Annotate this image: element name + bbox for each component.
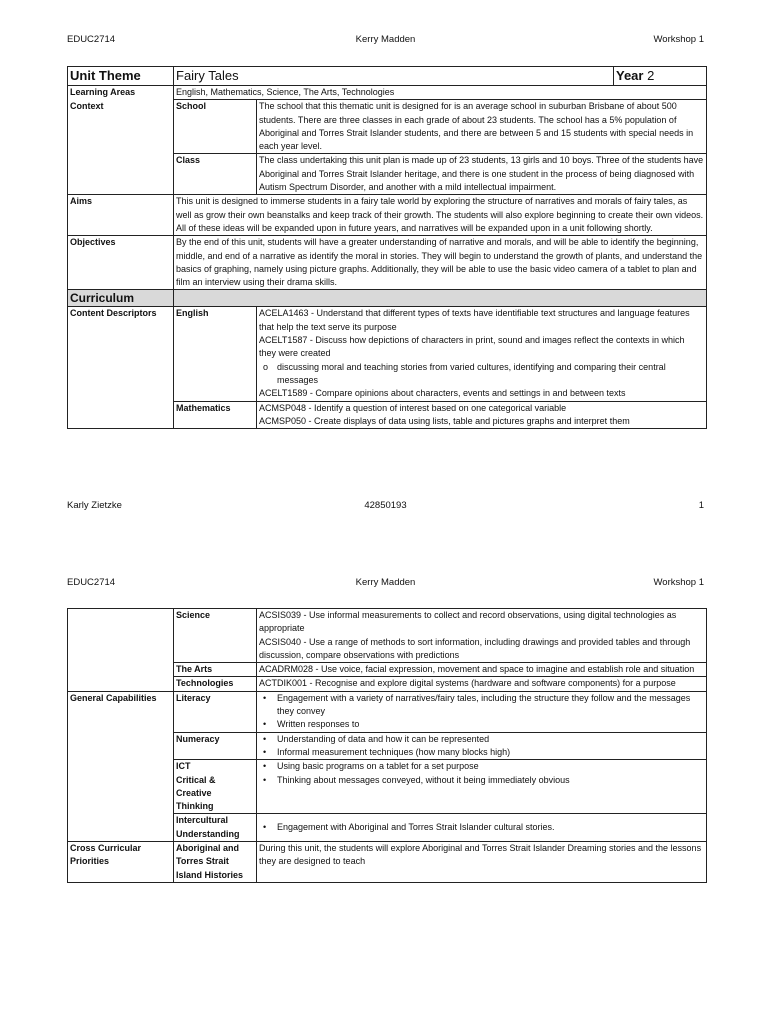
page1-footer	[67, 500, 704, 514]
intercultural-item: • Engagement with Aboriginal and Torres Strait Islander cultural stories.	[259, 821, 704, 834]
header-course-code: EDUC2714	[67, 34, 116, 45]
content-descriptors-spacer	[68, 401, 174, 429]
english-item: ACELT1587 - Discuss how depictions of characters in print, sound and images reflect the contexts in which they were created	[259, 335, 685, 359]
atsi-histories-text: During this unit, the students will explore Aboriginal and Torres Strait Islander Dreaming stories and the lessons they are designed to teach	[257, 842, 707, 883]
blank-cell	[68, 663, 174, 677]
arts-label: The Arts	[174, 663, 257, 677]
year-cell	[614, 67, 707, 86]
atsi-histories-label	[174, 842, 257, 883]
unit-plan-table-page2	[67, 608, 707, 883]
intercultural-list	[257, 814, 707, 842]
numeracy-item: • Understanding of data and how it can be represented	[259, 733, 704, 746]
maths-item: ACMSP050 - Create displays of data using lists, table and pictures graphs and interpret them	[259, 415, 630, 426]
english-label: English	[174, 307, 257, 401]
technologies-label: Technologies	[174, 677, 257, 691]
aims-label: Aims	[68, 195, 174, 236]
header-lecturer: Kerry Madden	[355, 34, 416, 45]
arts-text: ACADRM028 - Use voice, facial expression, movement and space to imagine and establish role and situation	[257, 663, 707, 677]
footer-student-id: 42850193	[364, 500, 407, 511]
page1-header	[67, 34, 704, 48]
science-item: ACSIS040 - Use a range of methods to sort information, including drawings and provided tables and through discussion, compare observations with predictions	[259, 636, 691, 660]
blank-cell	[68, 732, 174, 760]
general-capabilities-label: General Capabilities	[68, 691, 174, 732]
blank-cell	[68, 760, 174, 814]
blank-cell	[68, 814, 174, 842]
critical-thinking-label: Critical &	[176, 774, 216, 785]
curriculum-label: Curriculum	[68, 290, 174, 307]
critical-thinking-item: • Thinking about messages conveyed, without it being immediately obvious	[259, 774, 704, 787]
header-workshop: Workshop 1	[653, 577, 704, 588]
literacy-item: • Written responses to	[259, 718, 704, 731]
atsi-label-line: Torres Strait	[176, 856, 229, 867]
aims-text: This unit is designed to immerse students in a fairy tale world by exploring the structure of narratives and morals of fairy tales, as well as grow their own beanstalks and keep track of their growth. The students will also explore beginning to create their own videos. All of these ideas will be expanded upon in future years, and narratives will be expanded upon in a unit following shortly.	[174, 195, 707, 236]
ccp-label-line: Cross Curricular	[70, 843, 142, 854]
english-item: ACELT1589 - Compare opinions about characters, events and settings in and between texts	[259, 388, 626, 399]
technologies-text: ACTDIK001 - Recognise and explore digital systems (hardware and software components) for a purpose	[257, 677, 707, 691]
intercultural-label-line: Intercultural	[176, 815, 229, 826]
intercultural-label	[174, 814, 257, 842]
ict-critical-list	[257, 760, 707, 814]
ict-critical-label	[174, 760, 257, 814]
header-course-code: EDUC2714	[67, 577, 116, 588]
school-text: The school that this thematic unit is designed for is an average school in suburban Brisbane of about 500 students. There are three classes in each grade of about 23 students. The school has a 5% population of Aboriginal and Torres Strait Islander students, and there are between 5 and 15 students with special needs in each year level.	[257, 100, 707, 154]
science-descriptors	[257, 609, 707, 663]
content-descriptors-label: Content Descriptors	[68, 307, 174, 401]
critical-thinking-label: Creative	[176, 787, 212, 798]
english-item: ACELA1463 - Understand that different types of texts have identifiable text structures and language features that help the text serve its purpose	[259, 308, 690, 332]
school-label: School	[174, 100, 257, 154]
page2-header	[67, 577, 704, 591]
learning-areas-value: English, Mathematics, Science, The Arts, Technologies	[174, 86, 707, 100]
blank-cell	[68, 677, 174, 691]
header-lecturer: Kerry Madden	[355, 577, 416, 588]
literacy-item: • Engagement with a variety of narratives/fairy tales, including the structure they follow and the messages they convey	[259, 692, 704, 719]
numeracy-list	[257, 732, 707, 760]
objectives-text: By the end of this unit, students will have a greater understanding of narrative and morals, and will be able to identify the beginning, middle, and end of a narrative as identify the moral in stories. They will begin to understand the growth of plants, and understand the basics of graphing, namely using picture graphs. Additionally, they will be able to use the basic video camera of a tablet to plan and film an interview using their drama skills.	[174, 236, 707, 290]
ict-label: ICT	[176, 761, 191, 772]
curriculum-spacer	[174, 290, 707, 307]
blank-cell	[68, 609, 174, 663]
objectives-label: Objectives	[68, 236, 174, 290]
literacy-list	[257, 691, 707, 732]
numeracy-item: • Informal measurement techniques (how many blocks high)	[259, 746, 704, 759]
english-subpoint: o discussing moral and teaching stories from varied cultures, identifying and comparing their central messages	[259, 361, 704, 388]
context-spacer	[68, 154, 174, 195]
intercultural-label-line: Understanding	[176, 828, 240, 839]
class-text: The class undertaking this unit plan is made up of 23 students, 13 girls and 10 boys. Three of the students have Aboriginal and Torres Strait Islander heritage, and there is one student in the process of being diagnosed with Autism Spectrum Disorder, and another with a mild intellectual impairment.	[257, 154, 707, 195]
year-value: 2	[647, 68, 655, 83]
header-workshop: Workshop 1	[653, 34, 704, 45]
atsi-label-line: Aboriginal and	[176, 843, 239, 854]
footer-author: Karly Zietzke	[67, 500, 122, 511]
english-descriptors	[257, 307, 707, 401]
class-label: Class	[174, 154, 257, 195]
maths-label: Mathematics	[174, 401, 257, 429]
maths-item: ACMSP048 - Identify a question of interest based on one categorical variable	[259, 402, 567, 413]
numeracy-label: Numeracy	[174, 732, 257, 760]
context-label: Context	[68, 100, 174, 154]
science-item: ACSIS039 - Use informal measurements to collect and record observations, using digital technologies as appropriate	[259, 610, 677, 634]
footer-page-number: 1	[698, 500, 704, 511]
science-label: Science	[174, 609, 257, 663]
unit-theme-label: Unit Theme	[68, 67, 174, 86]
ccp-label-line: Priorities	[70, 856, 110, 867]
maths-descriptors	[257, 401, 707, 429]
year-label: Year	[616, 68, 644, 83]
critical-thinking-label: Thinking	[176, 801, 214, 812]
learning-areas-label: Learning Areas	[68, 86, 174, 100]
unit-theme-value: Fairy Tales	[174, 67, 614, 86]
unit-plan-table-page1	[67, 66, 707, 429]
ict-item: • Using basic programs on a tablet for a set purpose	[259, 760, 704, 773]
cross-curricular-priorities-label	[68, 842, 174, 883]
atsi-label-line: Island Histories	[176, 869, 244, 880]
literacy-label: Literacy	[174, 691, 257, 732]
